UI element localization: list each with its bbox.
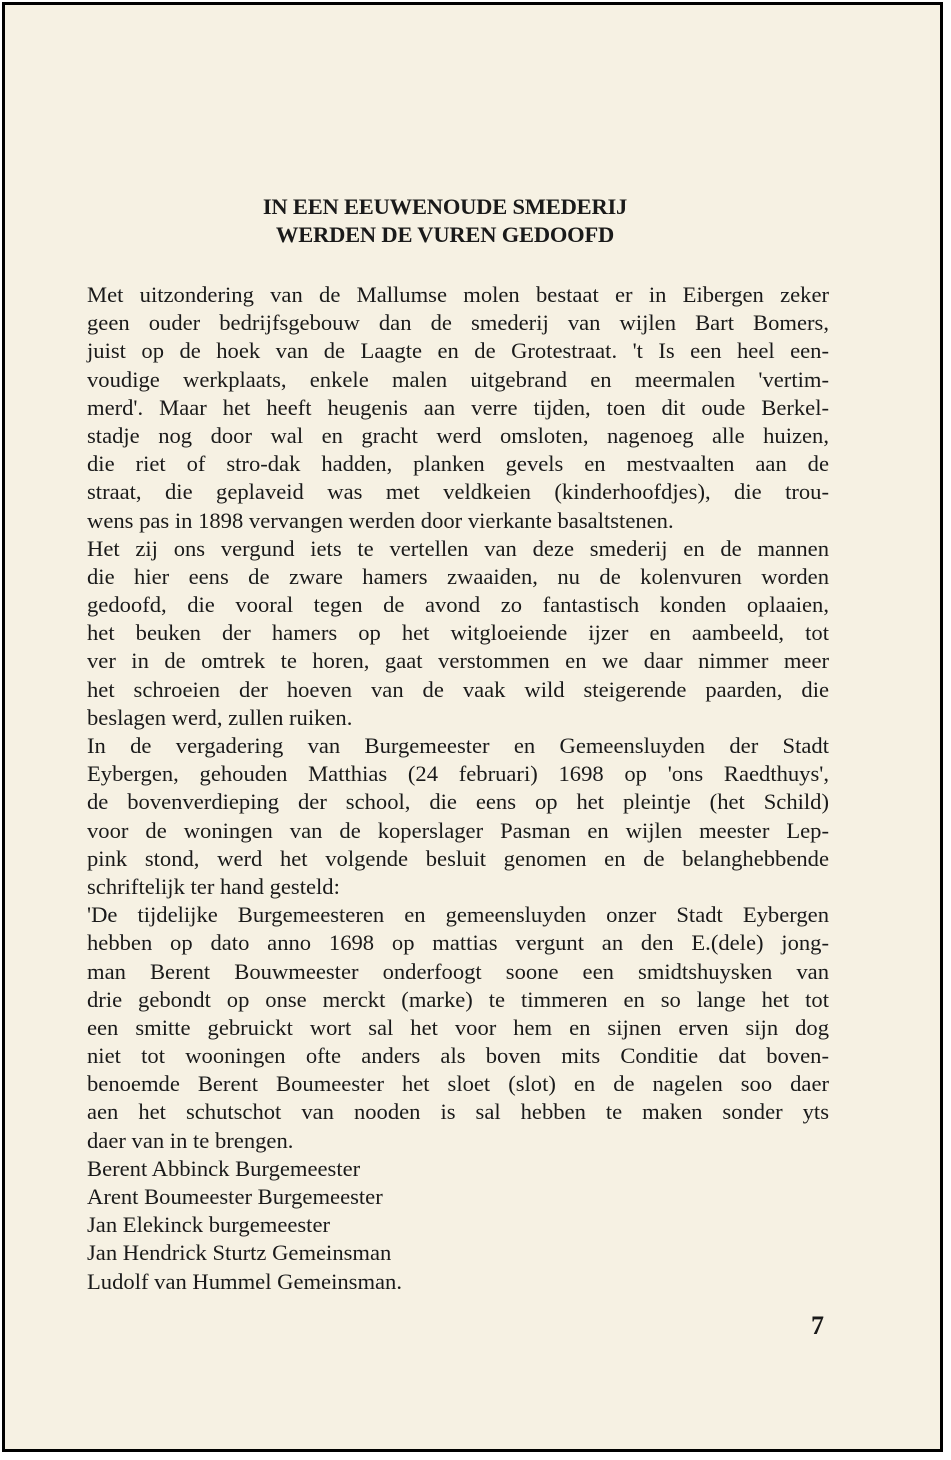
text-line: voor de woningen van de koperslager Pasman en wijlen meester Lep- bbox=[87, 817, 829, 843]
text-line: die riet of stro-dak hadden, planken gevels en mestvaalten aan de bbox=[87, 451, 829, 477]
title-line-2: WERDEN DE VUREN GEDOOFD bbox=[275, 222, 615, 247]
article-body bbox=[87, 281, 829, 1296]
text-line: het beuken der hamers op het witgloeiende ijzer en aambeeld, tot bbox=[87, 620, 829, 646]
text-line: een smitte gebruickt wort sal het voor hem en sijnen erven sijn dog bbox=[87, 1014, 829, 1040]
title-line-1: IN EEN EEUWENOUDE SMEDERIJ bbox=[262, 194, 628, 219]
text-line: voudige werkplaats, enkele malen uitgebrand en meermalen 'vertim- bbox=[87, 366, 829, 392]
page-number: 7 bbox=[811, 1311, 824, 1340]
signature-line: Ludolf van Hummel Gemeinsman. bbox=[87, 1268, 402, 1294]
text-line: man Berent Bouwmeester onderfoogt soone een smidtshuysken van bbox=[87, 958, 829, 984]
signature-line: Berent Abbinck Burgemeester bbox=[87, 1155, 361, 1181]
text-line: geen ouder bedrijfsgebouw dan de smederij van wijlen Bart Bomers, bbox=[87, 310, 829, 336]
text-line: het schroeien der hoeven van de vaak wild steigerende paarden, die bbox=[87, 676, 829, 702]
book-page bbox=[2, 2, 943, 1452]
signature-line: Jan Elekinck burgemeester bbox=[87, 1212, 331, 1238]
text-line: ver in de omtrek te horen, gaat verstommen en we daar nimmer meer bbox=[87, 648, 829, 674]
article-title bbox=[155, 193, 735, 249]
text-line: juist op de hoek van de Laagte en de Grotestraat. 't Is een heel een- bbox=[87, 338, 829, 364]
text-line: Eybergen, gehouden Matthias (24 februari) 1698 op 'ons Raedthuys', bbox=[87, 761, 829, 787]
text-line: schriftelijk ter hand gesteld: bbox=[87, 873, 340, 899]
text-line: In de vergadering van Burgemeester en Gemeensluyden der Stadt bbox=[87, 733, 829, 758]
text-line: benoemde Berent Boumeester het sloet (slot) en de nagelen soo daer bbox=[87, 1071, 829, 1097]
text-line: drie gebondt op onse merckt (marke) te timmeren en so lange het tot bbox=[87, 986, 829, 1012]
text-line: straat, die geplaveid was met veldkeien (kinderhoofdjes), die trou- bbox=[87, 479, 829, 505]
text-line: hebben op dato anno 1698 op mattias vergunt an den E.(dele) jong- bbox=[87, 930, 829, 956]
text-line: die hier eens de zware hamers zwaaiden, nu de kolenvuren worden bbox=[87, 563, 829, 589]
signature-line: Jan Hendrick Sturtz Gemeinsman bbox=[87, 1240, 392, 1266]
text-line: Het zij ons vergund iets te vertellen van deze smederij en de mannen bbox=[87, 535, 829, 561]
text-line: Met uitzondering van de Mallumse molen bestaat er in Eibergen zeker bbox=[87, 282, 829, 307]
text-line: pink stond, werd het volgende besluit genomen en de belanghebbende bbox=[87, 845, 829, 871]
text-line: merd'. Maar het heeft heugenis aan verre tijden, toen dit oude Berkel- bbox=[87, 394, 829, 420]
text-line: 'De tijdelijke Burgemeesteren en gemeensluyden onzer Stadt Eybergen bbox=[87, 902, 829, 928]
text-line: daer van in te brengen. bbox=[87, 1127, 294, 1153]
text-line: de bovenverdieping der school, die eens op het pleintje (het Schild) bbox=[87, 789, 829, 815]
text-line: niet tot wooningen ofte anders als boven mits Conditie dat boven- bbox=[87, 1043, 829, 1069]
signature-line: Arent Boumeester Burgemeester bbox=[87, 1184, 383, 1209]
text-line: aen het schutschot van nooden is sal hebben te maken sonder yts bbox=[87, 1099, 829, 1125]
text-line: stadje nog door wal en gracht werd omsloten, nagenoeg alle huizen, bbox=[87, 422, 829, 448]
text-line: wens pas in 1898 vervangen werden door vierkante basaltstenen. bbox=[87, 507, 674, 533]
text-line: beslagen werd, zullen ruiken. bbox=[87, 704, 353, 730]
text-line: gedoofd, die vooral tegen de avond zo fantastisch konden oplaaien, bbox=[87, 592, 829, 618]
